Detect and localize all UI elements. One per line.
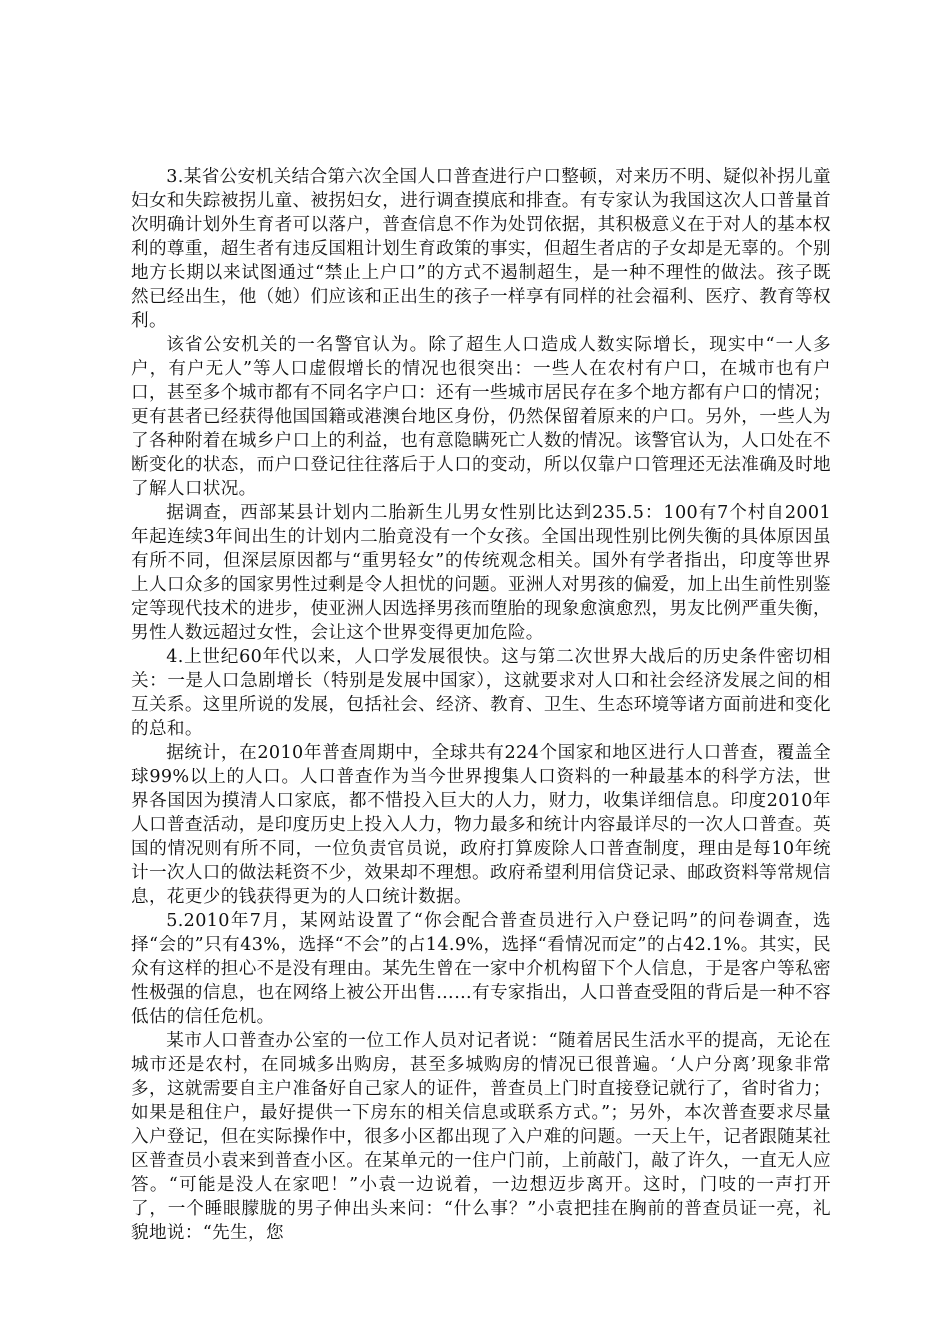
paragraph-5-survey: 5.2010年7月，某网站设置了“你会配合普查员进行入户登记吗”的问卷调查，选择“会的”只有43%，选择“不会”的占14.9%，选择“看情况而定”的占42.1%。其实，民众有这样的担心不是没有理由。某先生曾在一家中介机构留下个人信息，于是客户等私密性极强的信息，也在网络上被公开出售……有专家指出，人口普查受阻的背后是一种不容低估的信任危机。 [131,911,831,1027]
paragraph-global-census: 据统计，在2010年普查周期中，全球共有224个国家和地区进行人口普查，覆盖全球99%以上的人口。人口普查作为当今世界搜集人口资料的一种最基本的科学方法，世界各国因为摸清人口家底，都不惜投入巨大的人力，财力，收集详细信息。印度2010年人口普查活动，是印度历史上投入人力，物力最多和统计内容最详尽的一次人口普查。英国的情况则有所不同，一位负责官员说，政府打算废除人口普查制度，理由是每10年统计一次人口的做法耗资不少，效果却不理想。政府希望利用信贷记录、邮政资料等常规信息，花更少的钱获得更为的人口统计数据。 [131,743,831,907]
paragraph-sex-ratio: 据调查，西部某县计划内二胎新生儿男女性别比达到235.5：100有7个村自2001年起连续3年间出生的计划内二胎竟没有一个女孩。全国出现性别比例失衡的具体原因虽有所不同，但深层原因都与“重男轻女”的传统观念相关。国外有学者指出，印度等世界上人口众多的国家男性过剩是令人担忧的问题。亚洲人对男孩的偏爱，加上出生前性别鉴定等现代技术的进步，使亚洲人因选择男孩而堕胎的现象愈演愈烈，男友比例严重失衡，男性人数远超过女性，会让这个世界变得更加危险。 [131,503,831,643]
paragraph-4-demography: 4.上世纪60年代以来，人口学发展很快。这与第二次世界大战后的历史条件密切相关：一是人口急剧增长（特别是发展中国家），这就要求对人口和社会经济发展之间的相互关系。这里所说的发展，包括社会、经济、教育、卫生、生态环境等诸方面前进和变化的总和。 [131,647,831,739]
document-page [131,165,831,1245]
paragraph-3-household-registration: 3.某省公安机关结合第六次全国人口普查进行户口整顿，对来历不明、疑似补拐儿童妇女和失踪被拐儿童、被拐妇女，进行调查摸底和排查。有专家认为我国这次人口普量首次明确计划外生育者可以落户，普查信息不作为处罚依据，其积极意义在于对人的基本权利的尊重，超生者有违反国粗计划生育政策的事实，但超生者店的子女却是无辜的。个别地方长期以来试图通过“禁止上户口”的方式不遏制超生，是一种不理性的做法。孩子既然已经出生，他（她）们应该和正出生的孩子一样享有同样的社会福利、医疗、教育等权利。 [131,167,831,331]
paragraph-police-officer-view: 该省公安机关的一名警官认为。除了超生人口造成人数实际增长，现实中“一人多户，有户无人”等人口虚假增长的情况也很突出：一些人在农村有户口，在城市也有户口，甚至多个城市都有不同名字户口：还有一些城市居民存在多个地方都有户口的情况；更有甚者已经获得他国国籍或港澳台地区身份，仍然保留着原来的户口。另外，一些人为了各种附着在城乡户口上的利益，也有意隐瞒死亡人数的情况。该警官认为，人口处在不断变化的状态，而户口登记往往落后于人口的变动，所以仅靠户口管理还无法准确及时地了解人口状况。 [131,335,831,499]
paragraph-census-office: 某市人口普查办公室的一位工作人员对记者说：“随着居民生活水平的提高，无论在城市还是农村，在同城多出购房，甚至多城购房的情况已很普遍。‘人户分离’现象非常多，这就需要自主户准备好自己家人的证件，普查员上门时直接登记就行了，省时省力；如果是租住户，最好提供一下房东的相关信息或联系方式。”；另外，本次普查要求尽量入户登记，但在实际操作中，很多小区都出现了入户难的问题。一天上午，记者跟随某社区普查员小袁来到普查小区。在某单元的一住户门前，上前敲门，敲了许久，一直无人应答。“可能是没人在家吧！”小袁一边说着，一边想迈步离开。这时，门吱的一声打开了，一个睡眼朦胧的男子伸出头来问：“什么事？”小袁把挂在胸前的普查员证一亮，礼貌地说：“先生，您 [131,1031,831,1243]
